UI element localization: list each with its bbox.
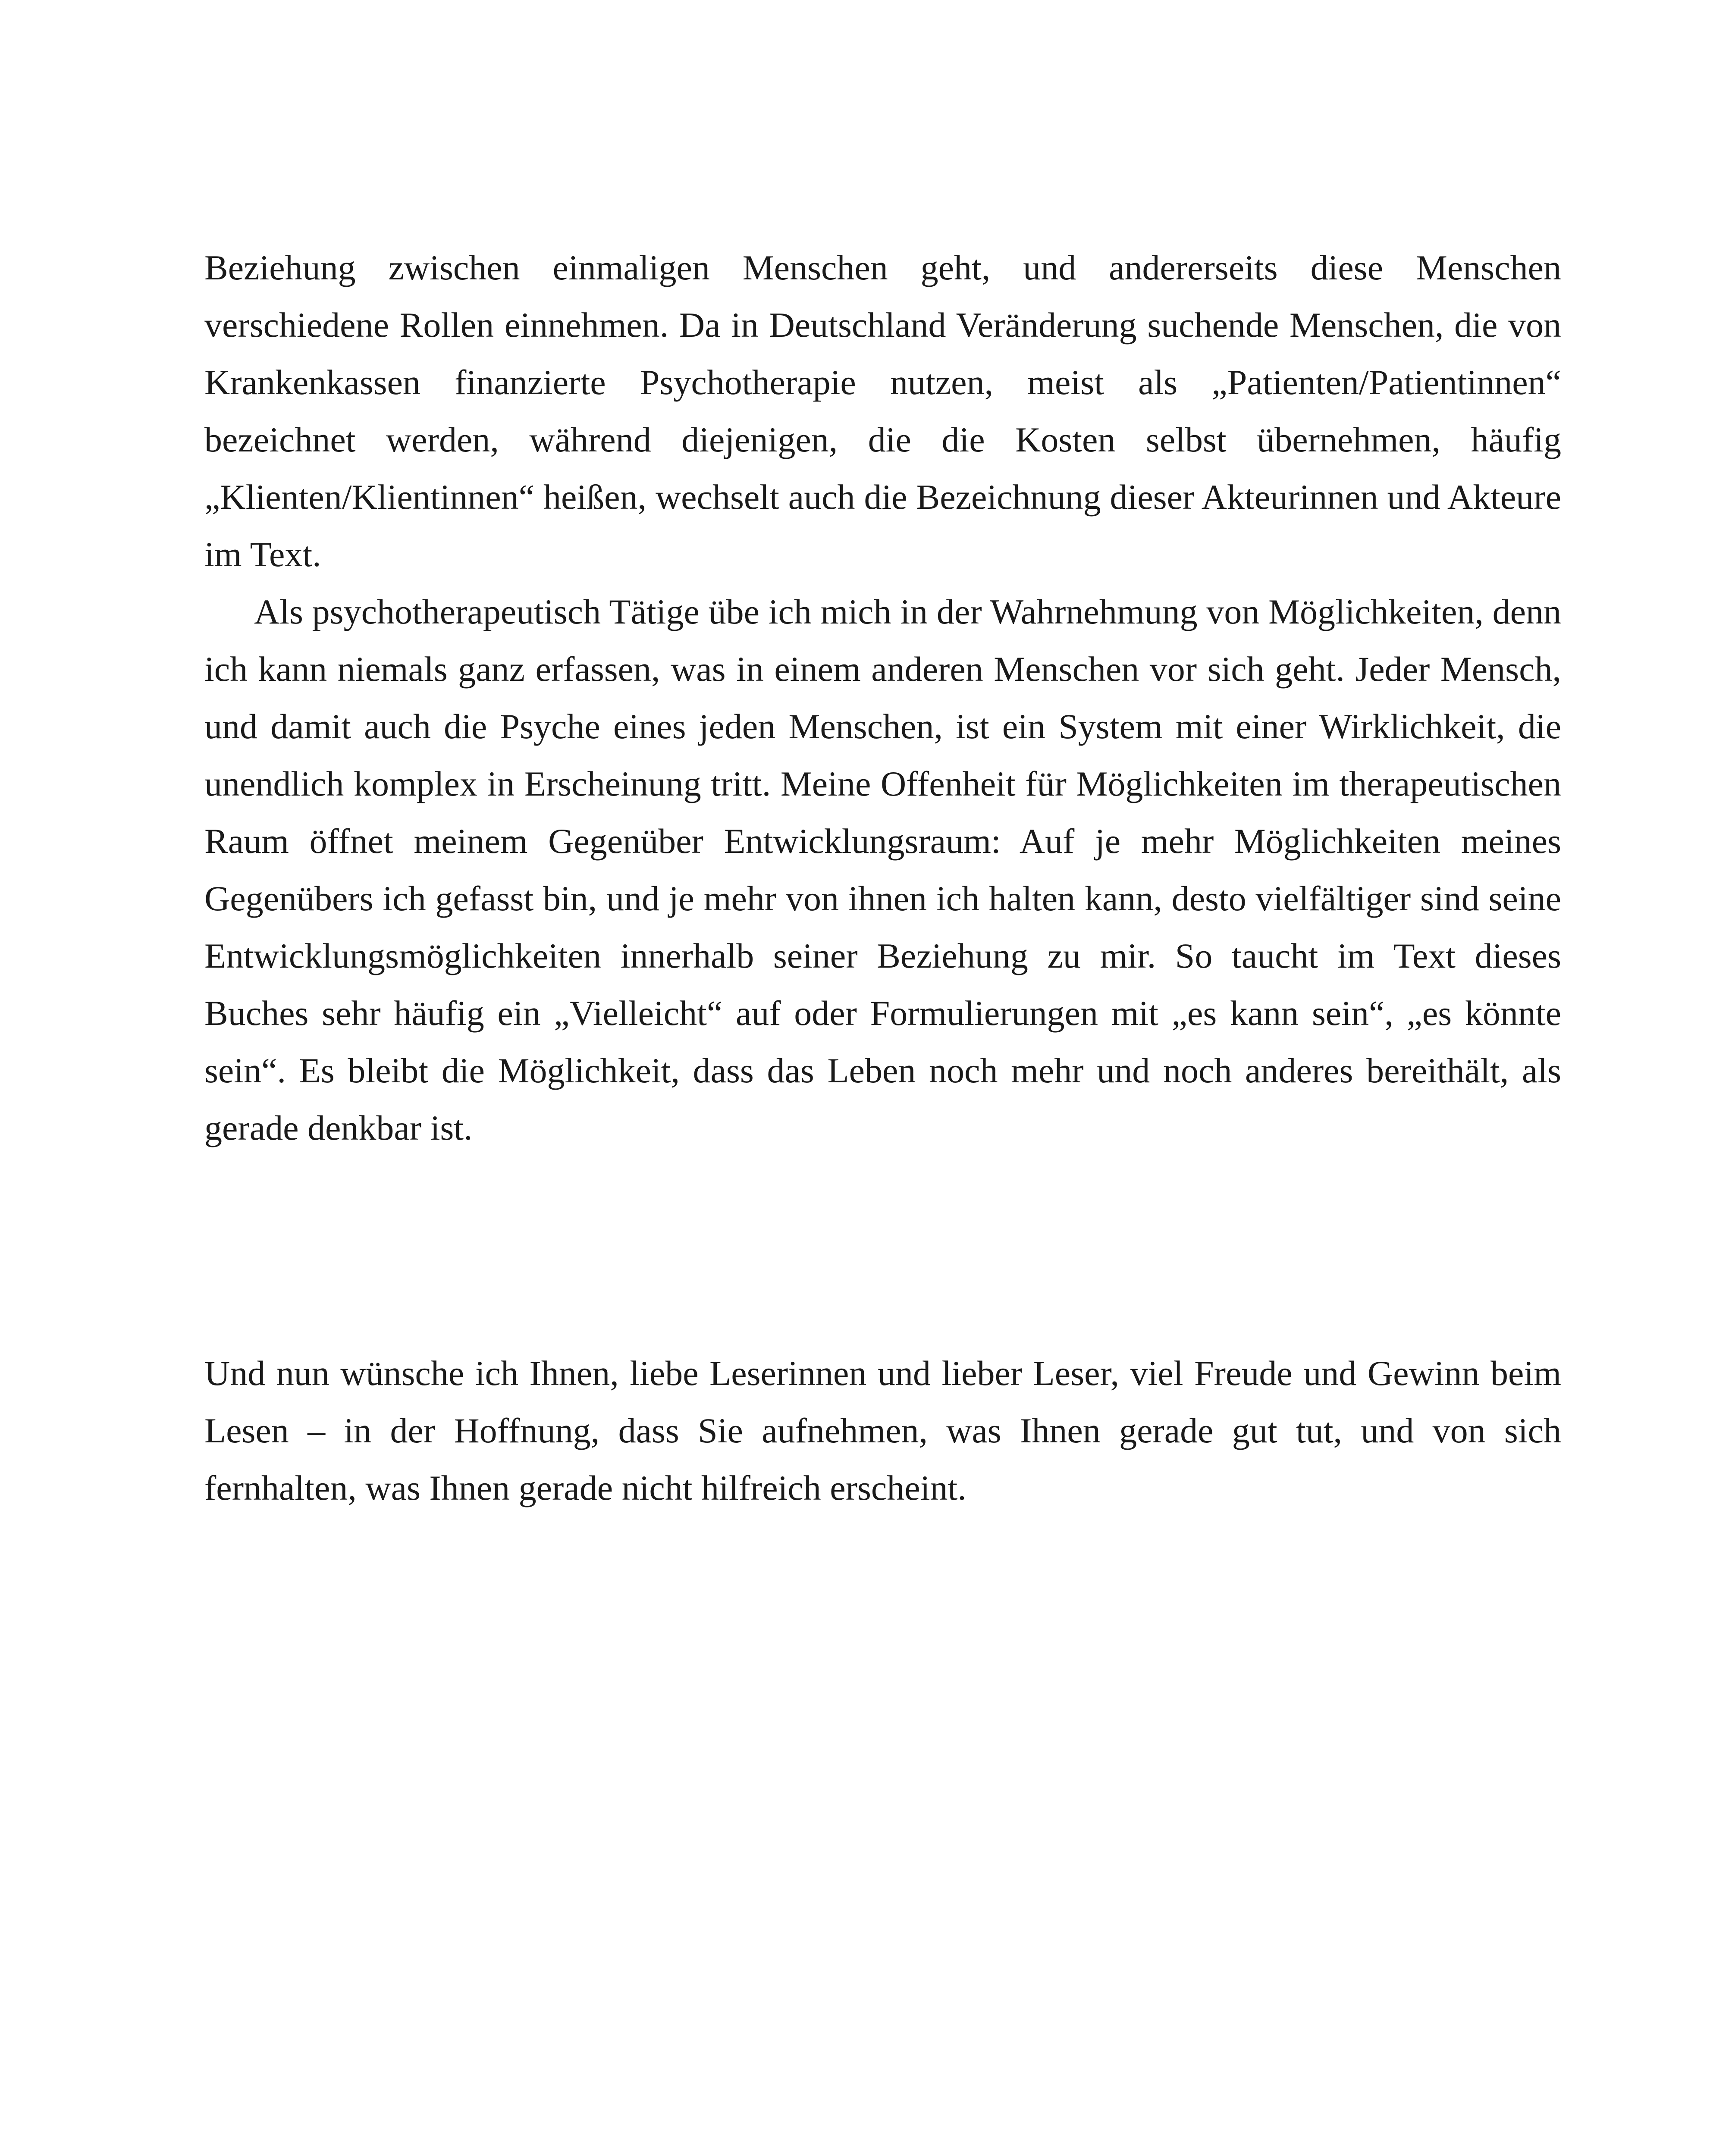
paragraph-closing-wish: Und nun wünsche ich Ihnen, liebe Leserinnen und lieber Leser, viel Freude und Gewinn beim Lesen – in der Hoffnung, dass Sie aufnehmen, was Ihnen gerade gut tut, und von sich fernhalten, was Ihnen gerade nicht hilfreich erscheint. xyxy=(204,1354,1561,1507)
paragraph-continuation: Beziehung zwischen einmaligen Menschen geht, und andererseits diese Menschen verschiedene Rollen einnehmen. Da in Deutschland Veränderung suchende Menschen, die von Krankenkassen finanzierte Psychotherapie nutzen, meist als „Patienten/Patientinnen“ bezeichnet werden, während diejenigen, die die Kosten selbst übernehmen, häufig „Klienten/Klientinnen“ heißen, wechselt auch die Bezeichnung dieser Akteurinnen und Akteure im Text. xyxy=(204,248,1561,574)
body-text-section xyxy=(204,239,1561,1156)
closing-text-section xyxy=(204,1344,1561,1517)
paragraph-possibilities: Als psychotherapeutisch Tätige übe ich mich in der Wahrnehmung von Möglichkeiten, denn ich kann niemals ganz erfassen, was in einem anderen Menschen vor sich geht. Jeder Mensch, und damit auch die Psyche eines jeden Menschen, ist ein System mit einer Wirklichkeit, die unendlich komplex in Erscheinung tritt. Meine Offenheit für Möglichkeiten im therapeutischen Raum öffnet meinem Gegenüber Entwicklungsraum: Auf je mehr Möglichkeiten meines Gegenübers ich gefasst bin, und je mehr von ihnen ich halten kann, desto vielfältiger sind seine Entwicklungsmöglichkeiten innerhalb seiner Beziehung zu mir. So taucht im Text dieses Buches sehr häufig ein „Vielleicht“ auf oder Formulierungen mit „es kann sein“, „es könnte sein“. Es bleibt die Möglichkeit, dass das Leben noch mehr und noch anderes bereithält, als gerade denkbar ist. xyxy=(204,592,1561,1147)
